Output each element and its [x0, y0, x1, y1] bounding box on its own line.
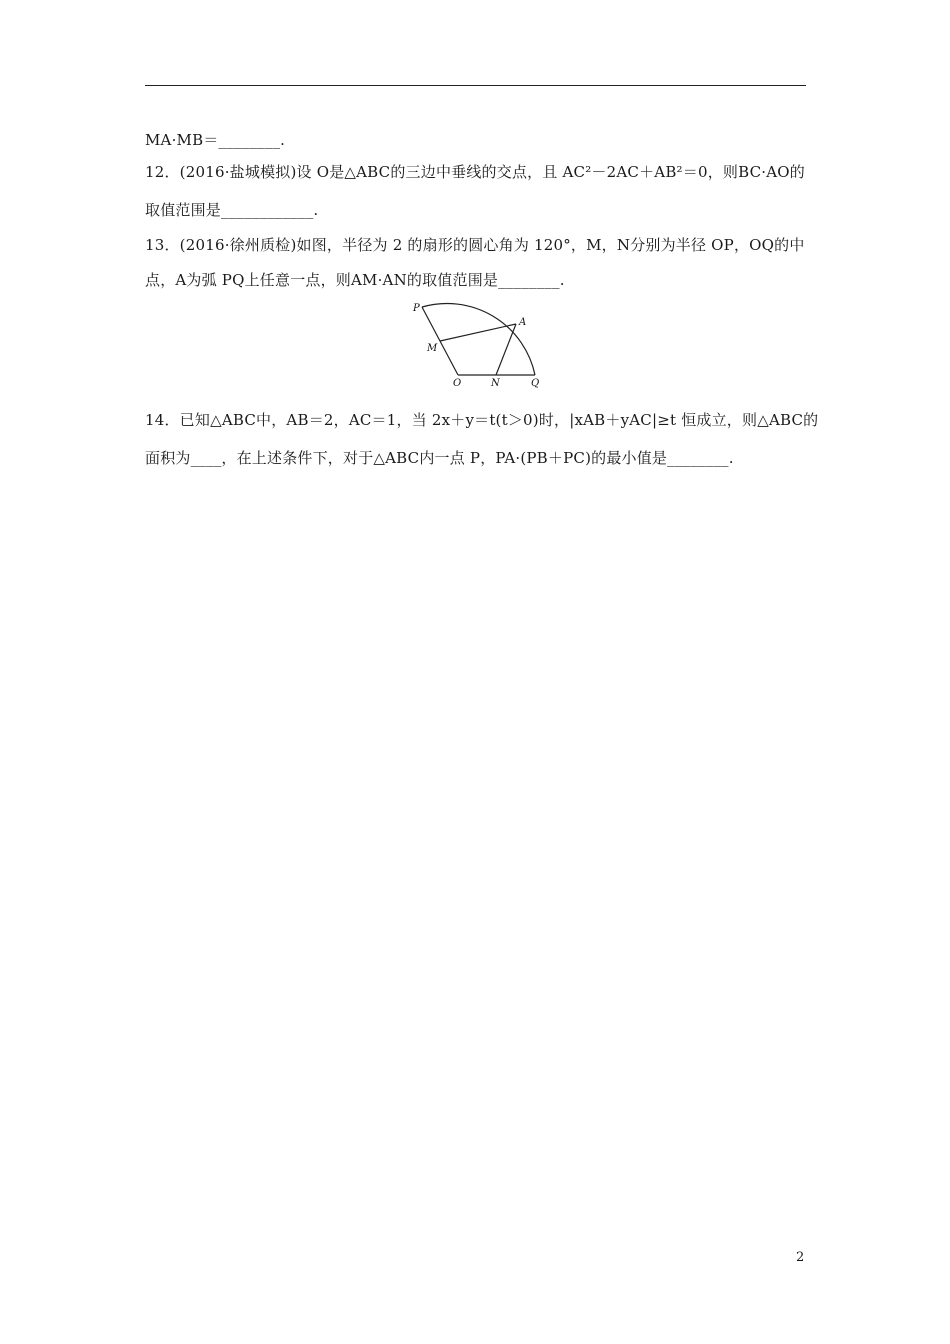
label-p: P: [413, 303, 420, 314]
line-q11-end: MA·MB＝________.: [145, 131, 286, 149]
label-a: A: [519, 317, 527, 328]
line-q13: 13．(2016·徐州质检)如图，半径为 2 的扇形的圆心角为 120°，M，N分别为半径 OP，OQ的中: [145, 236, 805, 254]
label-n: N: [491, 378, 500, 389]
line-q12: 12．(2016·盐城模拟)设 O是△ABC的三边中垂线的交点，且 AC²－2AC＋AB²＝0，则BC·AO的: [145, 163, 805, 181]
segment-am: [440, 324, 516, 341]
line-q13-cont: 点，A为弧 PQ上任意一点，则AM·AN的取值范围是________.: [145, 271, 565, 289]
line-q14: 14．已知△ABC中，AB＝2，AC＝1，当 2x＋y＝t(t＞0)时，|xAB＋yAC|≥t 恒成立，则△ABC的: [145, 411, 819, 429]
line-q12-cont: 取值范围是____________.: [145, 201, 319, 219]
segment-an: [496, 324, 516, 375]
page-number: 2: [796, 1250, 805, 1265]
label-o: O: [453, 378, 462, 389]
line-q14-cont: 面积为____，在上述条件下，对于△ABC内一点 P，PA·(PB＋PC)的最小值是________.: [145, 449, 734, 467]
header-rule: [145, 85, 806, 86]
label-q: Q: [531, 378, 540, 389]
sector-figure: [410, 295, 560, 390]
label-m: M: [427, 343, 438, 354]
